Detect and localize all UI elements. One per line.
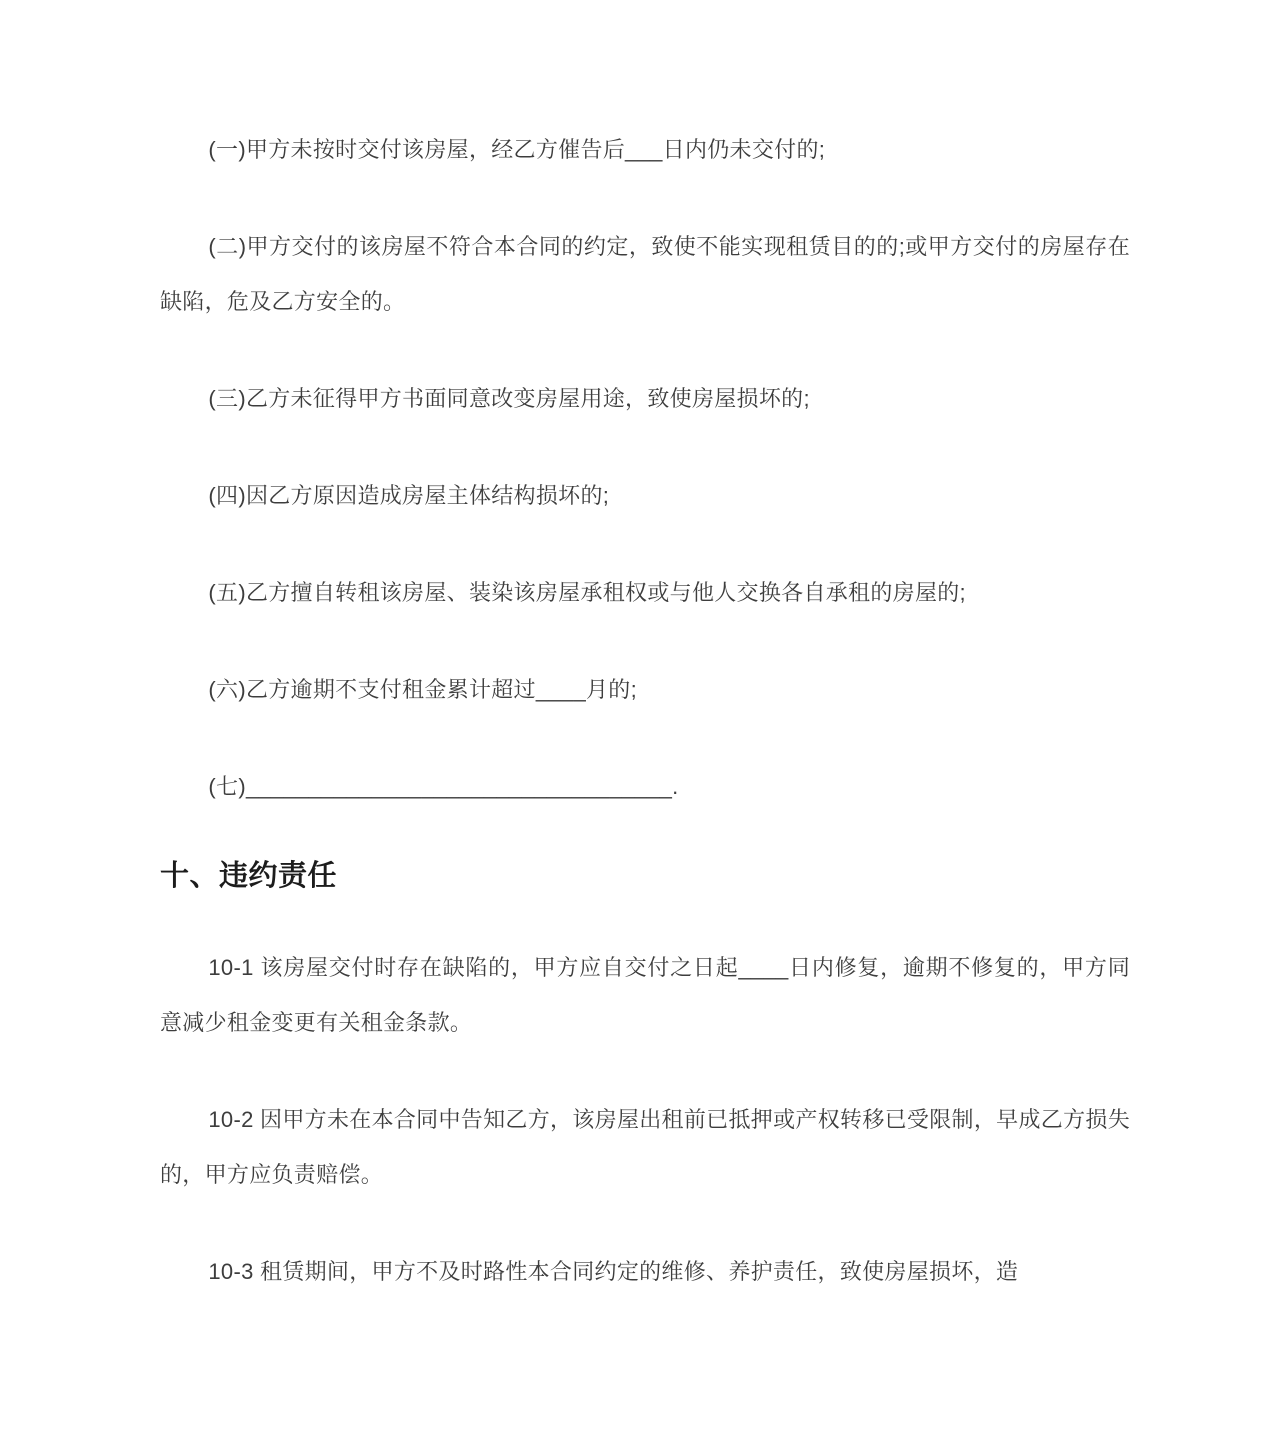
- article-10-3: 10-3 租赁期间，甲方不及时路性本合同约定的维修、养护责任，致使房屋损坏，造: [208, 1259, 1019, 1284]
- clause-item-5: (五)乙方擅自转租该房屋、装染该房屋承租权或与他人交换各自承租的房屋的;: [208, 580, 966, 605]
- clause-item-7: (七)__________________________________.: [208, 774, 679, 799]
- clause-item-4: (四)因乙方原因造成房屋主体结构损坏的;: [208, 483, 610, 508]
- clause-item-6: (六)乙方逾期不支付租金累计超过____月的;: [208, 677, 637, 702]
- section-heading-breach-liability: 十、违约责任: [160, 860, 338, 892]
- clause-item-3: (三)乙方未征得甲方书面同意改变房屋用途，致使房屋损坏的;: [208, 386, 810, 411]
- article-10-2: 10-2 因甲方未在本合同中告知乙方，该房屋出租前已抵押或产权转移已受限制，早成乙方损失的，甲方应负责赔偿。: [160, 1107, 1130, 1187]
- clause-item-1: (一)甲方未按时交付该房屋，经乙方催告后___日内仍未交付的;: [208, 137, 826, 162]
- clause-item-2: (二)甲方交付的该房屋不符合本合同的约定，致使不能实现租赁目的的;或甲方交付的房屋存在缺陷，危及乙方安全的。: [160, 234, 1130, 314]
- article-10-1: 10-1 该房屋交付时存在缺陷的，甲方应自交付之日起____日内修复，逾期不修复的，甲方同意减少租金变更有关租金条款。: [160, 955, 1130, 1035]
